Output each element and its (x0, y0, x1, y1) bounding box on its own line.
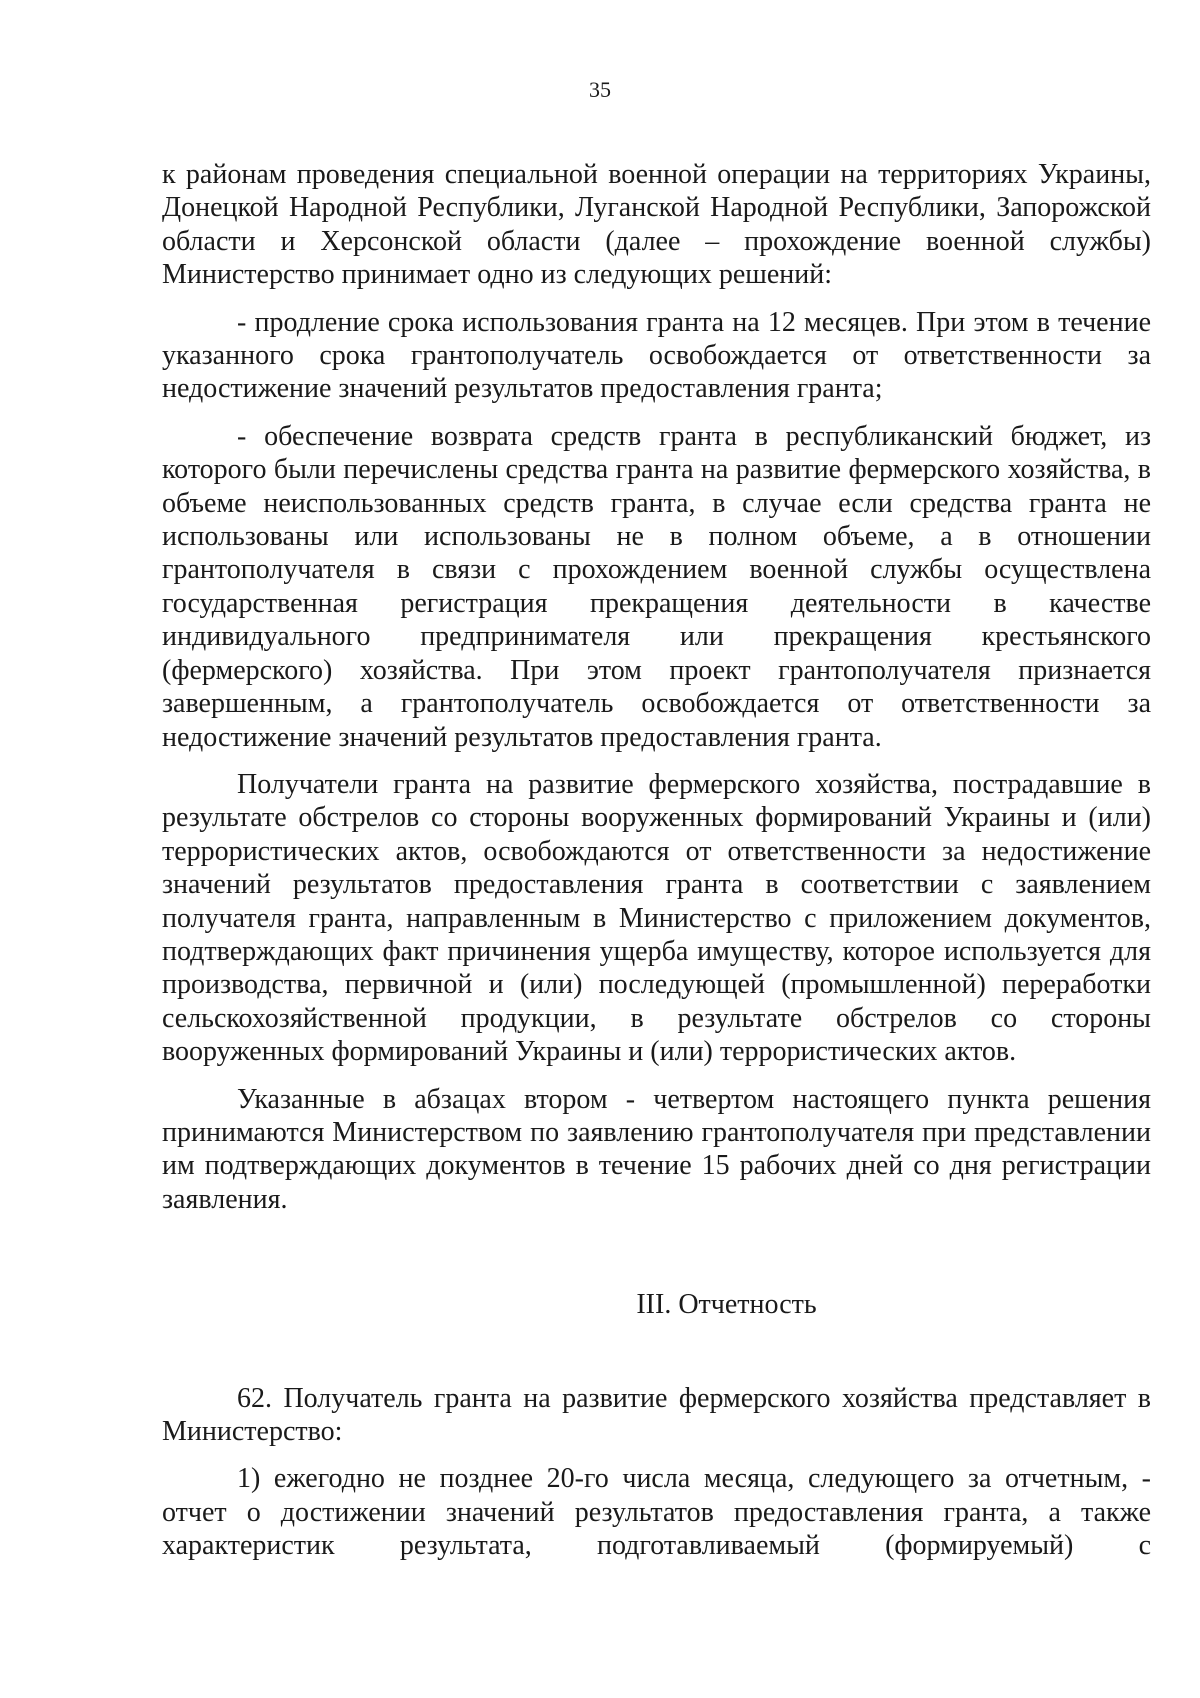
paragraph-grant-return: - обеспечение возврата средств гранта в республиканский бюджет, из которого были перечислены средства гранта на развитие фермерского хозяйства, в объеме неиспользованных средств гранта, в случае если средства гранта не использованы или использованы не в полном объеме, а в отношении грантополучателя в связи с прохождением военной службы осуществлена государственная регистрация прекращения деятельности в качестве индивидуального предпринимателя или прекращения крестьянского (фермерского) хозяйства. При этом проект грантополучателя признается завершенным, а грантополучатель освобождается от ответственности за недостижение значений результатов предоставления гранта. (162, 420, 1151, 753)
paragraph-decision-terms: Указанные в абзацах втором - четвертом настоящего пункта решения принимаются Министерством по заявлению грантополучателя при представлении им подтверждающих документов в течение 15 рабочих дней со дня регистрации заявления. (162, 1083, 1151, 1215)
paragraph-grant-extension: - продление срока использования гранта на 12 месяцев. При этом в течение указанного срока грантополучатель освобождается от ответственности за недостижение значений результатов предоставления гранта; (162, 306, 1151, 405)
paragraph-continuation: к районам проведения специальной военной операции на территориях Украины, Донецкой Народной Республики, Луганской Народной Республики, Запорожской области и Херсонской области (далее – прохождение военной службы) Министерство принимает одно из следующих решений: (162, 159, 1151, 291)
paragraph-item-62: 62. Получатель гранта на развитие фермерского хозяйства представляет в Министерство: (162, 1382, 1151, 1447)
document-body (162, 158, 1151, 1577)
section-title: III. Отчетность (636, 1289, 817, 1321)
page-number: 35 (589, 77, 611, 102)
paragraph-shelling-victims: Получатели гранта на развитие фермерского хозяйства, пострадавшие в результате обстрелов со стороны вооруженных формирований Украины и (или) террористических актов, освобождаются от ответственности за недостижение значений результатов предоставления гранта в соответствии с заявлением получателя гранта, направленным в Министерство с приложением документов, подтверждающих факт причинения ущерба имуществу, которое используется для производства, первичной и (или) последующей (промышленной) переработки сельскохозяйственной продукции, в результате обстрелов со стороны вооруженных формирований Украины и (или) террористических актов. (162, 768, 1151, 1068)
paragraph-item-62-1: 1) ежегодно не позднее 20-го числа месяца, следующего за отчетным, - отчет о достижении значений результатов предоставления гранта, а также характеристик результата, подготавливаемый (формируемый) с (162, 1463, 1151, 1562)
